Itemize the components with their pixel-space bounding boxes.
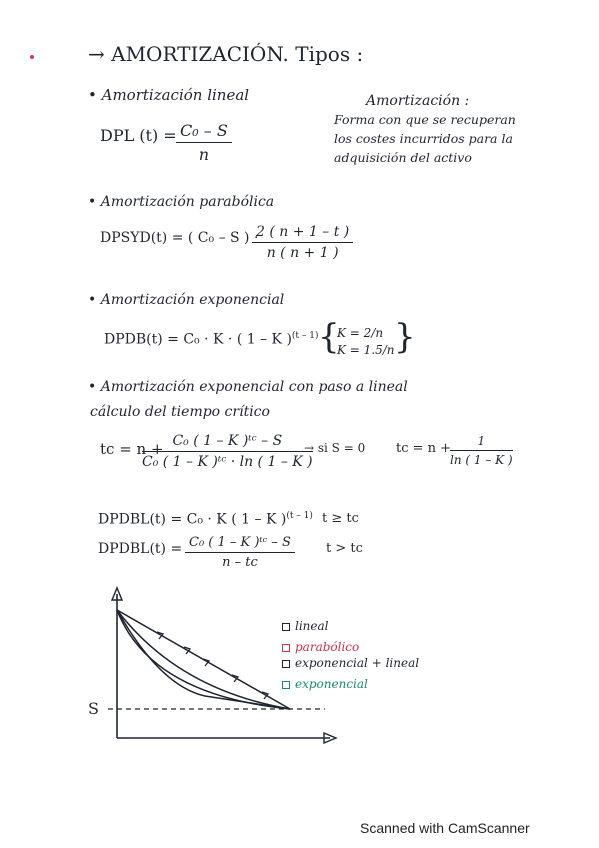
critical-time-special-lhs: tc = n +	[396, 441, 452, 456]
condition-k-line-2: K = 1.5/n	[337, 343, 395, 357]
arrow-icon: →	[88, 42, 105, 66]
side-note-title: Amortización :	[366, 93, 470, 109]
salvage-label: S	[88, 699, 99, 718]
formula-parabolic-lhs: DPSYD(t) = ( C₀ – S ) ·	[100, 230, 259, 246]
fraction-numerator: C₀ ( 1 – K )ᵗᶜ – S	[185, 535, 295, 553]
section-parabolic-heading: • Amortización parabólica	[88, 194, 275, 210]
legend-lineal-swatch	[282, 623, 290, 631]
legend-exponencial-swatch	[282, 681, 290, 689]
legend-exp-lineal-swatch	[282, 660, 290, 668]
critical-time-lhs: tc = n +	[100, 440, 164, 458]
fraction-denominator: n ( n + 1 )	[266, 245, 339, 261]
legend-exponencial-label: exponencial	[295, 677, 368, 691]
dp1-lhs: DPDBL(t) = C₀ · K ( 1 – K )	[98, 511, 287, 528]
side-note-line-2: los costes incurridos para la	[334, 131, 513, 146]
side-note-line-1: Forma con que se recuperan	[334, 112, 516, 127]
legend-parabolico	[282, 641, 359, 653]
formula-dpobl-2-lhs: DPDBL(t) =	[98, 541, 183, 557]
fraction-denominator: n	[198, 145, 210, 164]
legend-parabolico-swatch	[282, 644, 290, 652]
dp1-exponent: (t – 1)	[286, 511, 313, 521]
fraction-denominator: n – tc	[222, 555, 258, 570]
section-switch-subheading: cálculo del tiempo crítico	[90, 404, 270, 420]
fraction-denominator: ln ( 1 – K )	[450, 453, 513, 467]
scanner-watermark: Scanned with CamScanner	[360, 820, 530, 836]
legend-exponencial	[282, 678, 368, 690]
page-title-text: AMORTIZACIÓN. Tipos :	[111, 42, 364, 66]
legend-exp-lineal	[282, 657, 419, 669]
fraction-numerator: 2 ( n + 1 – t )	[252, 224, 353, 243]
legend-lineal-label: lineal	[295, 619, 329, 633]
formula-dpobl-2-condition: t > tc	[326, 541, 363, 556]
formula-exponential-base: DPDB(t) = C₀ · K · ( 1 – K )	[104, 331, 292, 348]
section-switch-heading: • Amortización exponencial con paso a lineal	[88, 379, 408, 395]
side-note-line-3: adquisición del activo	[334, 150, 472, 165]
section-exponential-heading: • Amortización exponencial	[88, 292, 285, 308]
formula-linear-lhs: DPL (t) =	[100, 126, 177, 145]
section-linear-heading: • Amortización lineal	[88, 86, 250, 104]
condition-k-line-1: K = 2/n	[337, 326, 384, 340]
legend-exp-lineal-label: exponencial + lineal	[295, 656, 420, 670]
tc-numerator-text: C₀ ( 1 – K )ᵗᶜ – S	[172, 433, 283, 449]
formula-exponential-power: (t – 1)	[291, 331, 319, 341]
legend-parabolico-label: parabólico	[295, 640, 360, 654]
formula-dpobl-1-condition: t ≥ tc	[322, 511, 359, 526]
brace-close: }	[394, 317, 416, 357]
fraction-denominator: C₀ ( 1 – K )ᵗᶜ · ln ( 1 – K )	[142, 454, 313, 470]
legend-lineal	[282, 620, 329, 632]
critical-time-condition: → si S = 0	[304, 441, 366, 455]
fraction-numerator: 1	[450, 434, 513, 451]
brace-open: {	[318, 317, 340, 357]
fraction-numerator: C₀ – S	[176, 121, 232, 143]
